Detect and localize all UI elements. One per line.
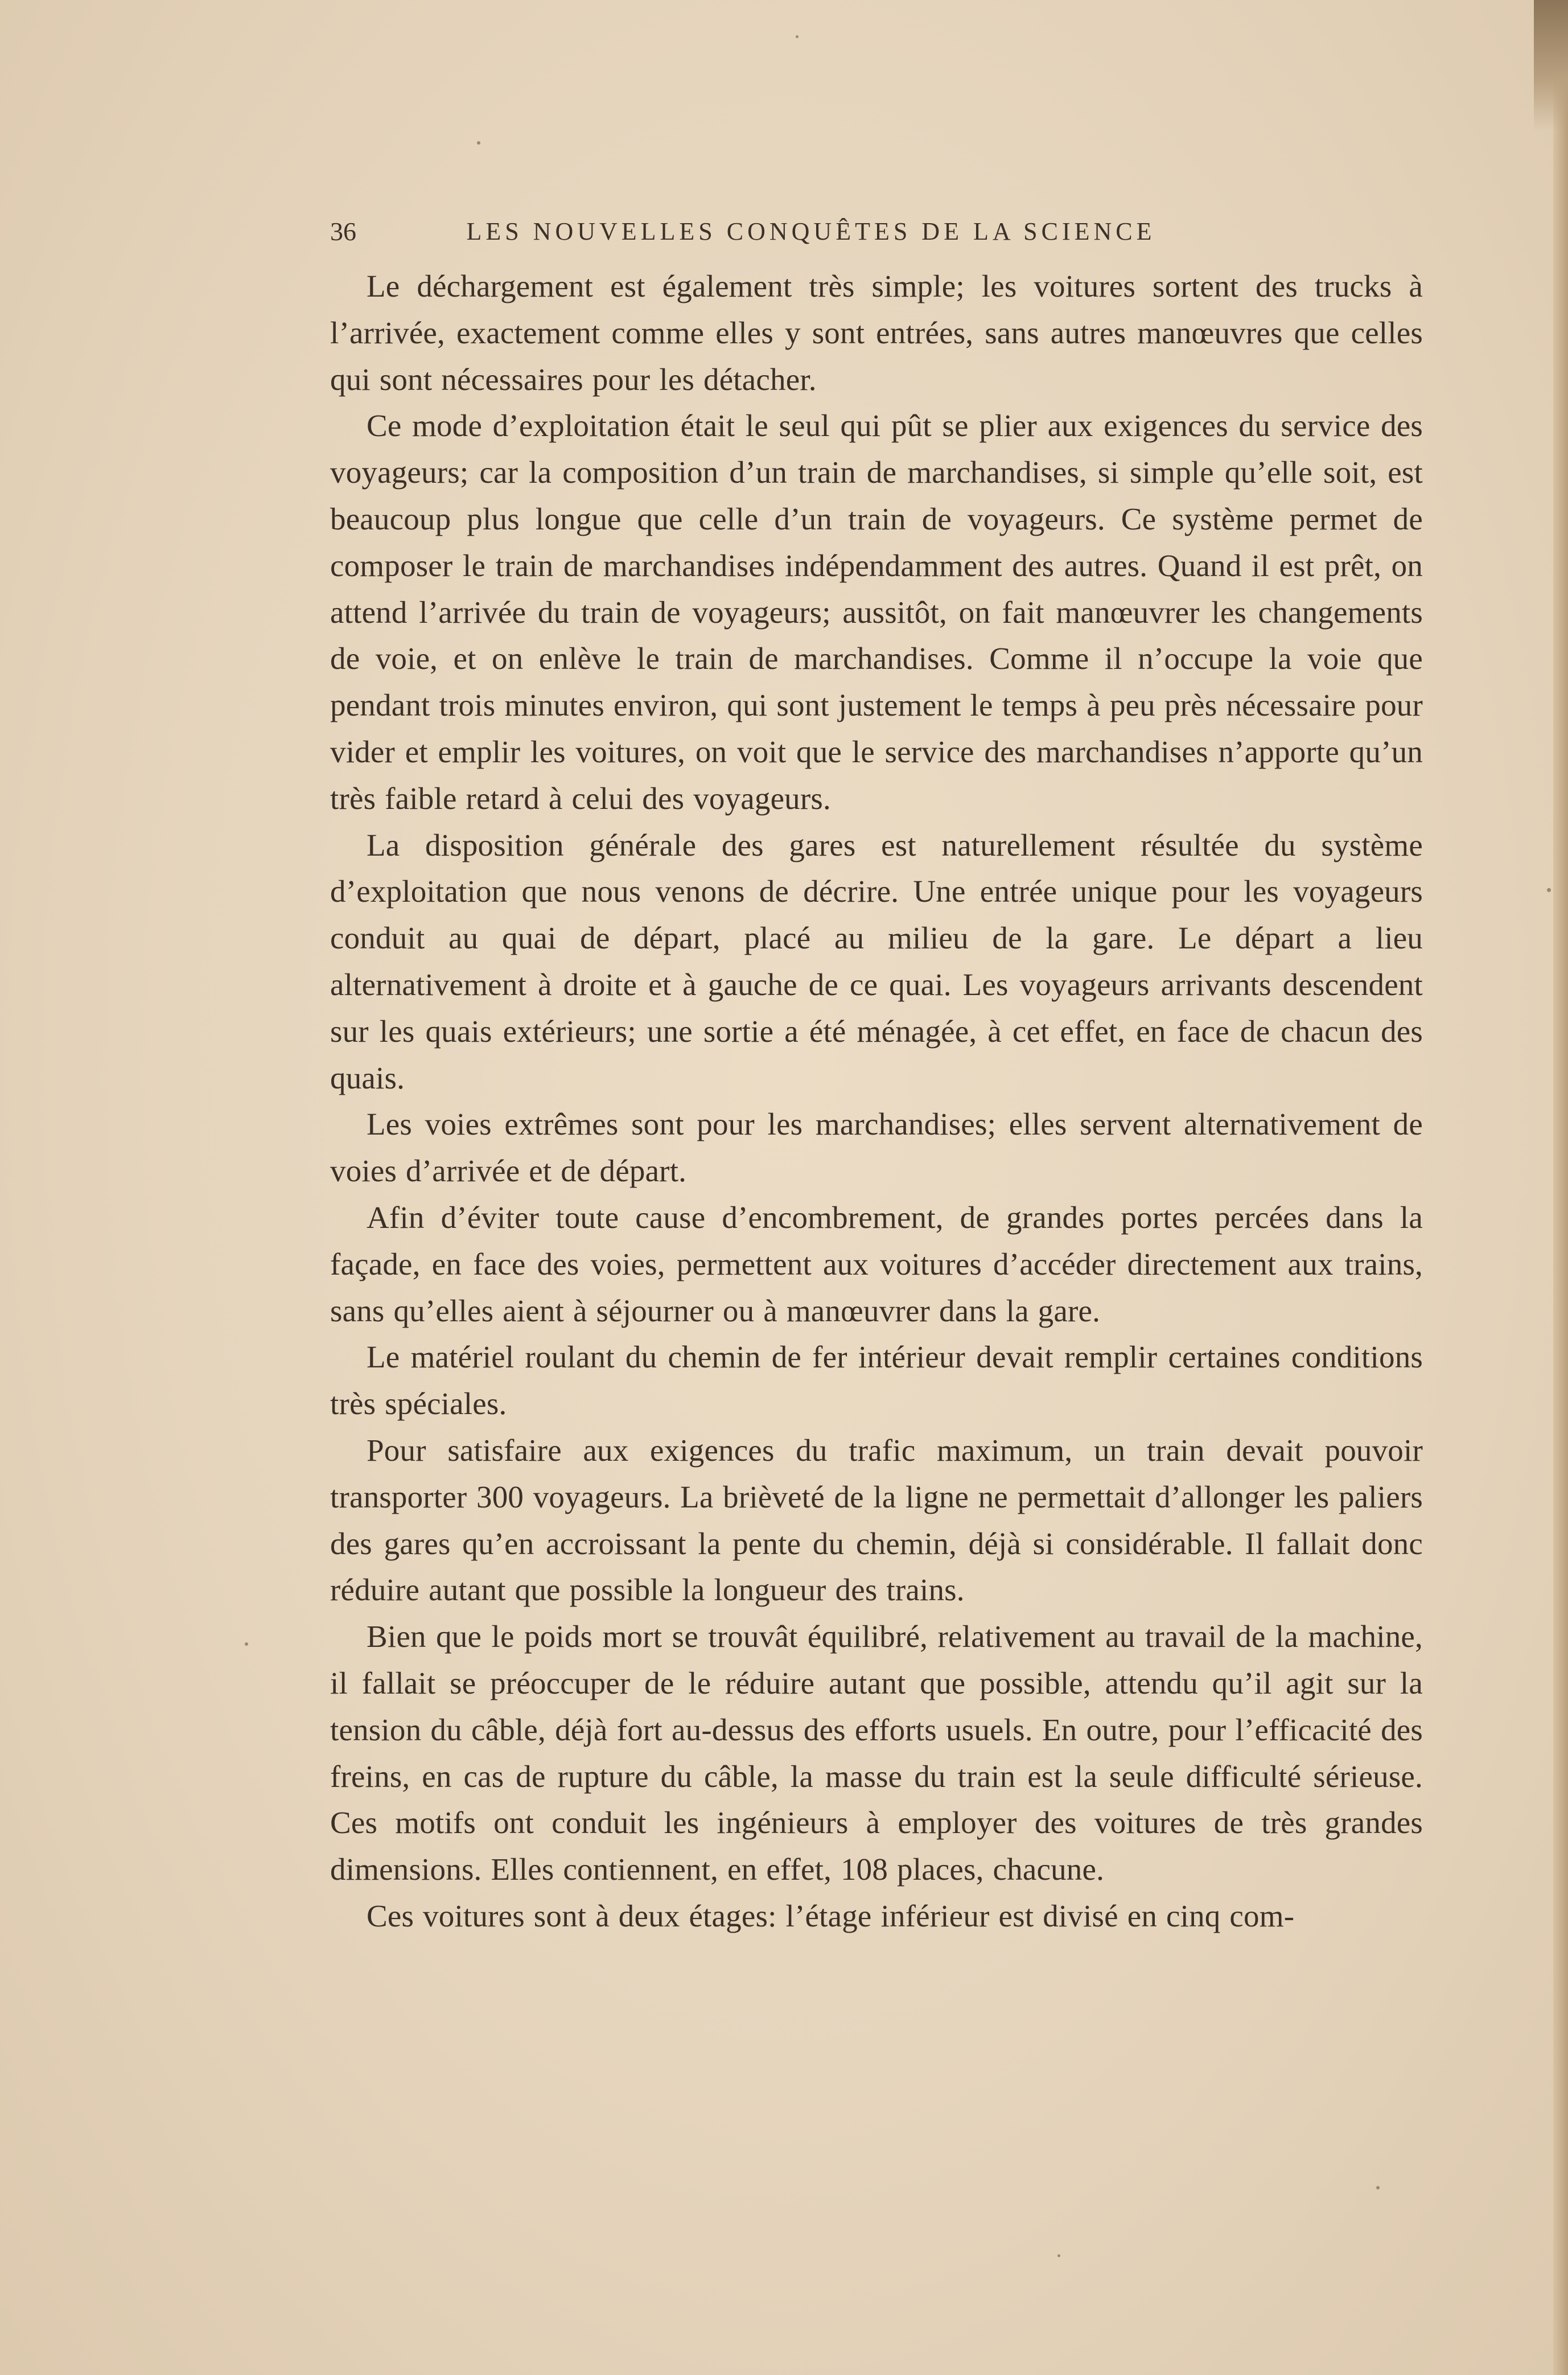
page-number: 36 xyxy=(330,217,356,246)
running-title: LES NOUVELLES CONQUÊTES DE LA SCIENCE xyxy=(466,217,1156,245)
body-text xyxy=(330,263,1423,1940)
paper-speck xyxy=(1376,2186,1380,2189)
paragraph: Les voies extrêmes sont pour les marchandises; elles servent alternativement de voies d’arrivée et de départ. xyxy=(330,1107,1423,1189)
paper-speck xyxy=(1547,888,1551,892)
paper-speck xyxy=(1057,2254,1060,2257)
paragraph: Afin d’éviter toute cause d’encombrement, de grandes portes percées dans la façade, en face des voies, permettent aux voitures d’accéder directement aux trains, sans qu’elles aient à séjourner ou à manœuvrer dans la gare. xyxy=(330,1199,1423,1328)
paragraph: Bien que le poids mort se trouvât équilibré, relativement au travail de la machine, il fallait se préoccuper de le réduire autant que possible, attendu qu’il agit sur la tension du câble, déjà fort au-dessus des efforts usuels. En outre, pour l’efficacité des freins, en cas de rupture du câble, la masse du train est la seule difficulté sérieuse. Ces motifs ont conduit les ingénieurs à employer des voitures de très grandes dimensions. Elles contiennent, en effet, 108 places, chacune. xyxy=(330,1619,1423,1887)
paragraph: Le déchargement est également très simple; les voitures sortent des trucks à l’arrivée, exactement comme elles y sont entrées, sans autres manœuvres que celles qui sont nécessaires pour les détacher. xyxy=(330,269,1423,397)
paragraph: Ce mode d’exploitation était le seul qui pût se plier aux exigences du service des voyageurs; car la composition d’un train de marchandises, si simple qu’elle soit, est beaucoup plus longue que celle d’un train de voyageurs. Ce système permet de composer le train de marchandises indépendamment des autres. Quand il est prêt, on attend l’arrivée du train de voyageurs; aussitôt, on fait manœuvrer les changements de voie, et on enlève le train de marchandises. Comme il n’occupe la voie que pendant trois minutes environ, qui sont justement le temps à peu près nécessaire pour vider et emplir les voitures, on voit que le service des marchandises n’apporte qu’un très faible retard à celui des voyageurs. xyxy=(330,408,1423,816)
page-corner-stain xyxy=(1534,0,1568,131)
page-edge-shadow xyxy=(1553,0,1568,2375)
paragraph: Ces voitures sont à deux étages: l’étage inférieur est divisé en cinq com- xyxy=(367,1898,1295,1933)
paper-speck xyxy=(796,35,799,38)
paragraph: La disposition générale des gares est naturellement résultée du système d’exploitation que nous venons de décrire. Une entrée unique pour les voyageurs conduit au quai de départ, placé au milieu de la gare. Le départ a lieu alternativement à droite et à gauche de ce quai. Les voyageurs arrivants descendent sur les quais extérieurs; une sortie a été ménagée, à cet effet, en face de chacun des quais. xyxy=(330,827,1423,1095)
paper-speck xyxy=(477,141,480,145)
paper-speck xyxy=(245,1642,248,1646)
paragraph: Pour satisfaire aux exigences du trafic maximum, un train devait pouvoir transporter 300 voyageurs. La brièveté de la ligne ne permettait d’allonger les paliers des gares qu’en accroissant la pente du chemin, déjà si considérable. Il fallait donc réduire autant que possible la longueur des trains. xyxy=(330,1432,1423,1608)
running-header xyxy=(330,212,1224,252)
paragraph: Le matériel roulant du chemin de fer intérieur devait remplir certaines conditions très spéciales. xyxy=(330,1339,1423,1421)
